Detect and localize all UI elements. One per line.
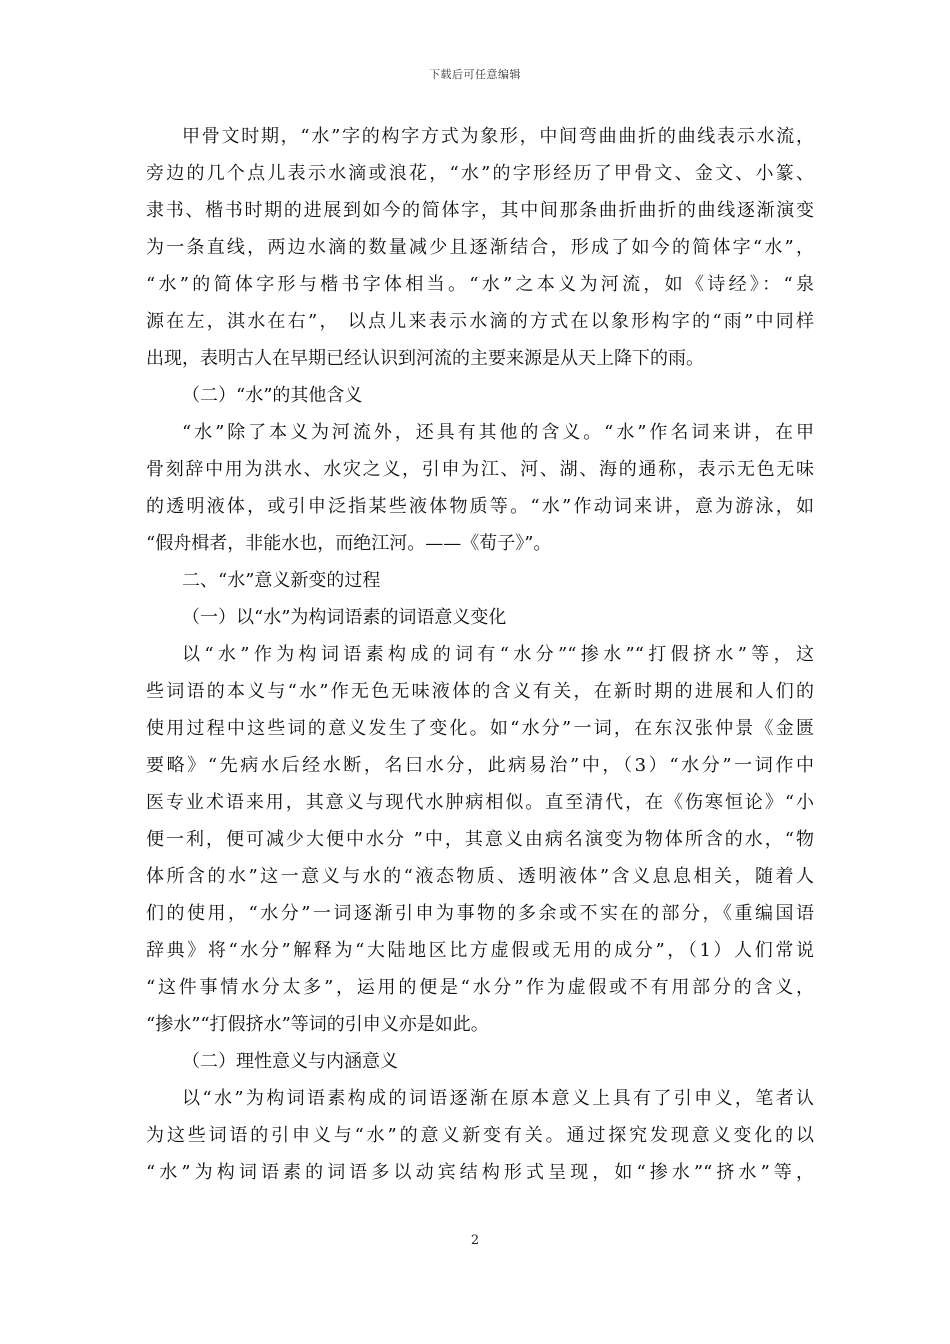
text-line: 甲骨文时期，“水”字的构字方式为象形，中间弯曲曲折的曲线表示水流， (182, 126, 814, 147)
heading-line: （二）“水”的其他含义 (182, 385, 363, 406)
text-line: 们的使用，“水分”一词逐渐引申为事物的多余或不实在的部分，《重编国语 (146, 903, 814, 924)
text-line: “假舟楫者，非能水也，而绝江河。——《荀子》”。 (146, 533, 552, 554)
text-line: 要略》“先病水后经水断，名曰水分，此病易治”中，（3）“水分”一词作中 (146, 755, 814, 776)
text-line: “水”的简体字形与楷书字体相当。“水”之本义为河流，如《诗经》：“泉 (146, 274, 814, 295)
text-line: 为一条直线，两边水滴的数量减少且逐渐结合，形成了如今的简体字“水”， (146, 237, 814, 258)
text-line: 以“水”作为构词语素构成的词有“水分”“掺水”“打假挤水”等，这 (182, 644, 814, 665)
text-line: 出现，表明古人在早期已经认识到河流的主要来源是从天上降下的雨。 (146, 348, 704, 369)
document-body (146, 118, 814, 1191)
section-heading-other-meanings (146, 377, 814, 414)
text-line: “水”除了本义为河流外，还具有其他的含义。“水”作名词来讲，在甲 (182, 422, 814, 443)
section-heading-rational-connotative (146, 1043, 814, 1080)
text-line: 医专业术语来用，其意义与现代水肿病相似。直至清代，在《伤寒恒论》“小 (146, 792, 814, 813)
text-line: 隶书、楷书时期的进展到如今的简体字，其中间那条曲折曲折的曲线逐渐演变 (146, 200, 814, 221)
page-number: 2 (470, 1233, 480, 1248)
text-line: 使用过程中这些词的意义发生了变化。如“水分”一词，在东汉张仲景《金匮 (146, 718, 814, 739)
text-line: 旁边的几个点儿表示水滴或浪花，“水”的字形经历了甲骨文、金文、小篆、 (146, 163, 814, 184)
page-header: 下载后可任意编辑 (429, 68, 521, 81)
text-line: “掺水”“打假挤水”等词的引申义亦是如此。 (146, 1014, 489, 1035)
text-line: 的透明液体，或引申泛指某些液体物质等。“水”作动词来讲，意为游泳，如 (146, 496, 814, 517)
text-line: 以“水”为构词语素构成的词语逐渐在原本意义上具有了引申义，笔者认 (182, 1088, 814, 1109)
heading-line: （二）理性意义与内涵意义 (182, 1051, 398, 1072)
text-line: 为这些词语的引申义与“水”的意义新变有关。通过探究发现意义变化的以 (146, 1125, 814, 1146)
text-line: 源在左，淇水在右”， 以点儿来表示水滴的方式在以象形构字的“雨”中同样 (146, 311, 814, 332)
heading-line: 二、“水”意义新变的过程 (182, 570, 381, 591)
text-line: “水”为构词语素的词语多以动宾结构形式呈现，如“掺水”“挤水”等， (146, 1162, 814, 1183)
paragraph-water-evolution (146, 118, 814, 377)
text-line: 体所含的水”这一意义与水的“液态物质、透明液体”含义息息相关，随着人 (146, 866, 814, 887)
text-line: 骨刻辞中用为洪水、水灾之义，引申为江、河、湖、海的通称，表示无色无味 (146, 459, 814, 480)
paragraph-other-meanings (146, 414, 814, 562)
paragraph-word-meaning-change (146, 636, 814, 1043)
text-line: “这件事情水分太多”，运用的便是“水分”作为虚假或不有用部分的含义， (146, 977, 814, 998)
section-heading-meaning-change (146, 562, 814, 599)
text-line: 便一利，便可减少大便中水分 ”中，其意义由病名演变为物体所含的水，“物 (146, 829, 814, 850)
text-line: 辞典》将“水分”解释为“大陆地区比方虚假或无用的成分”，（1）人们常说 (146, 940, 814, 961)
heading-line: （一）以“水”为构词语素的词语意义变化 (182, 607, 507, 628)
paragraph-rational-connotative (146, 1080, 814, 1191)
section-heading-word-meaning-change (146, 599, 814, 636)
text-line: 些词语的本义与“水”作无色无味液体的含义有关，在新时期的进展和人们的 (146, 681, 814, 702)
